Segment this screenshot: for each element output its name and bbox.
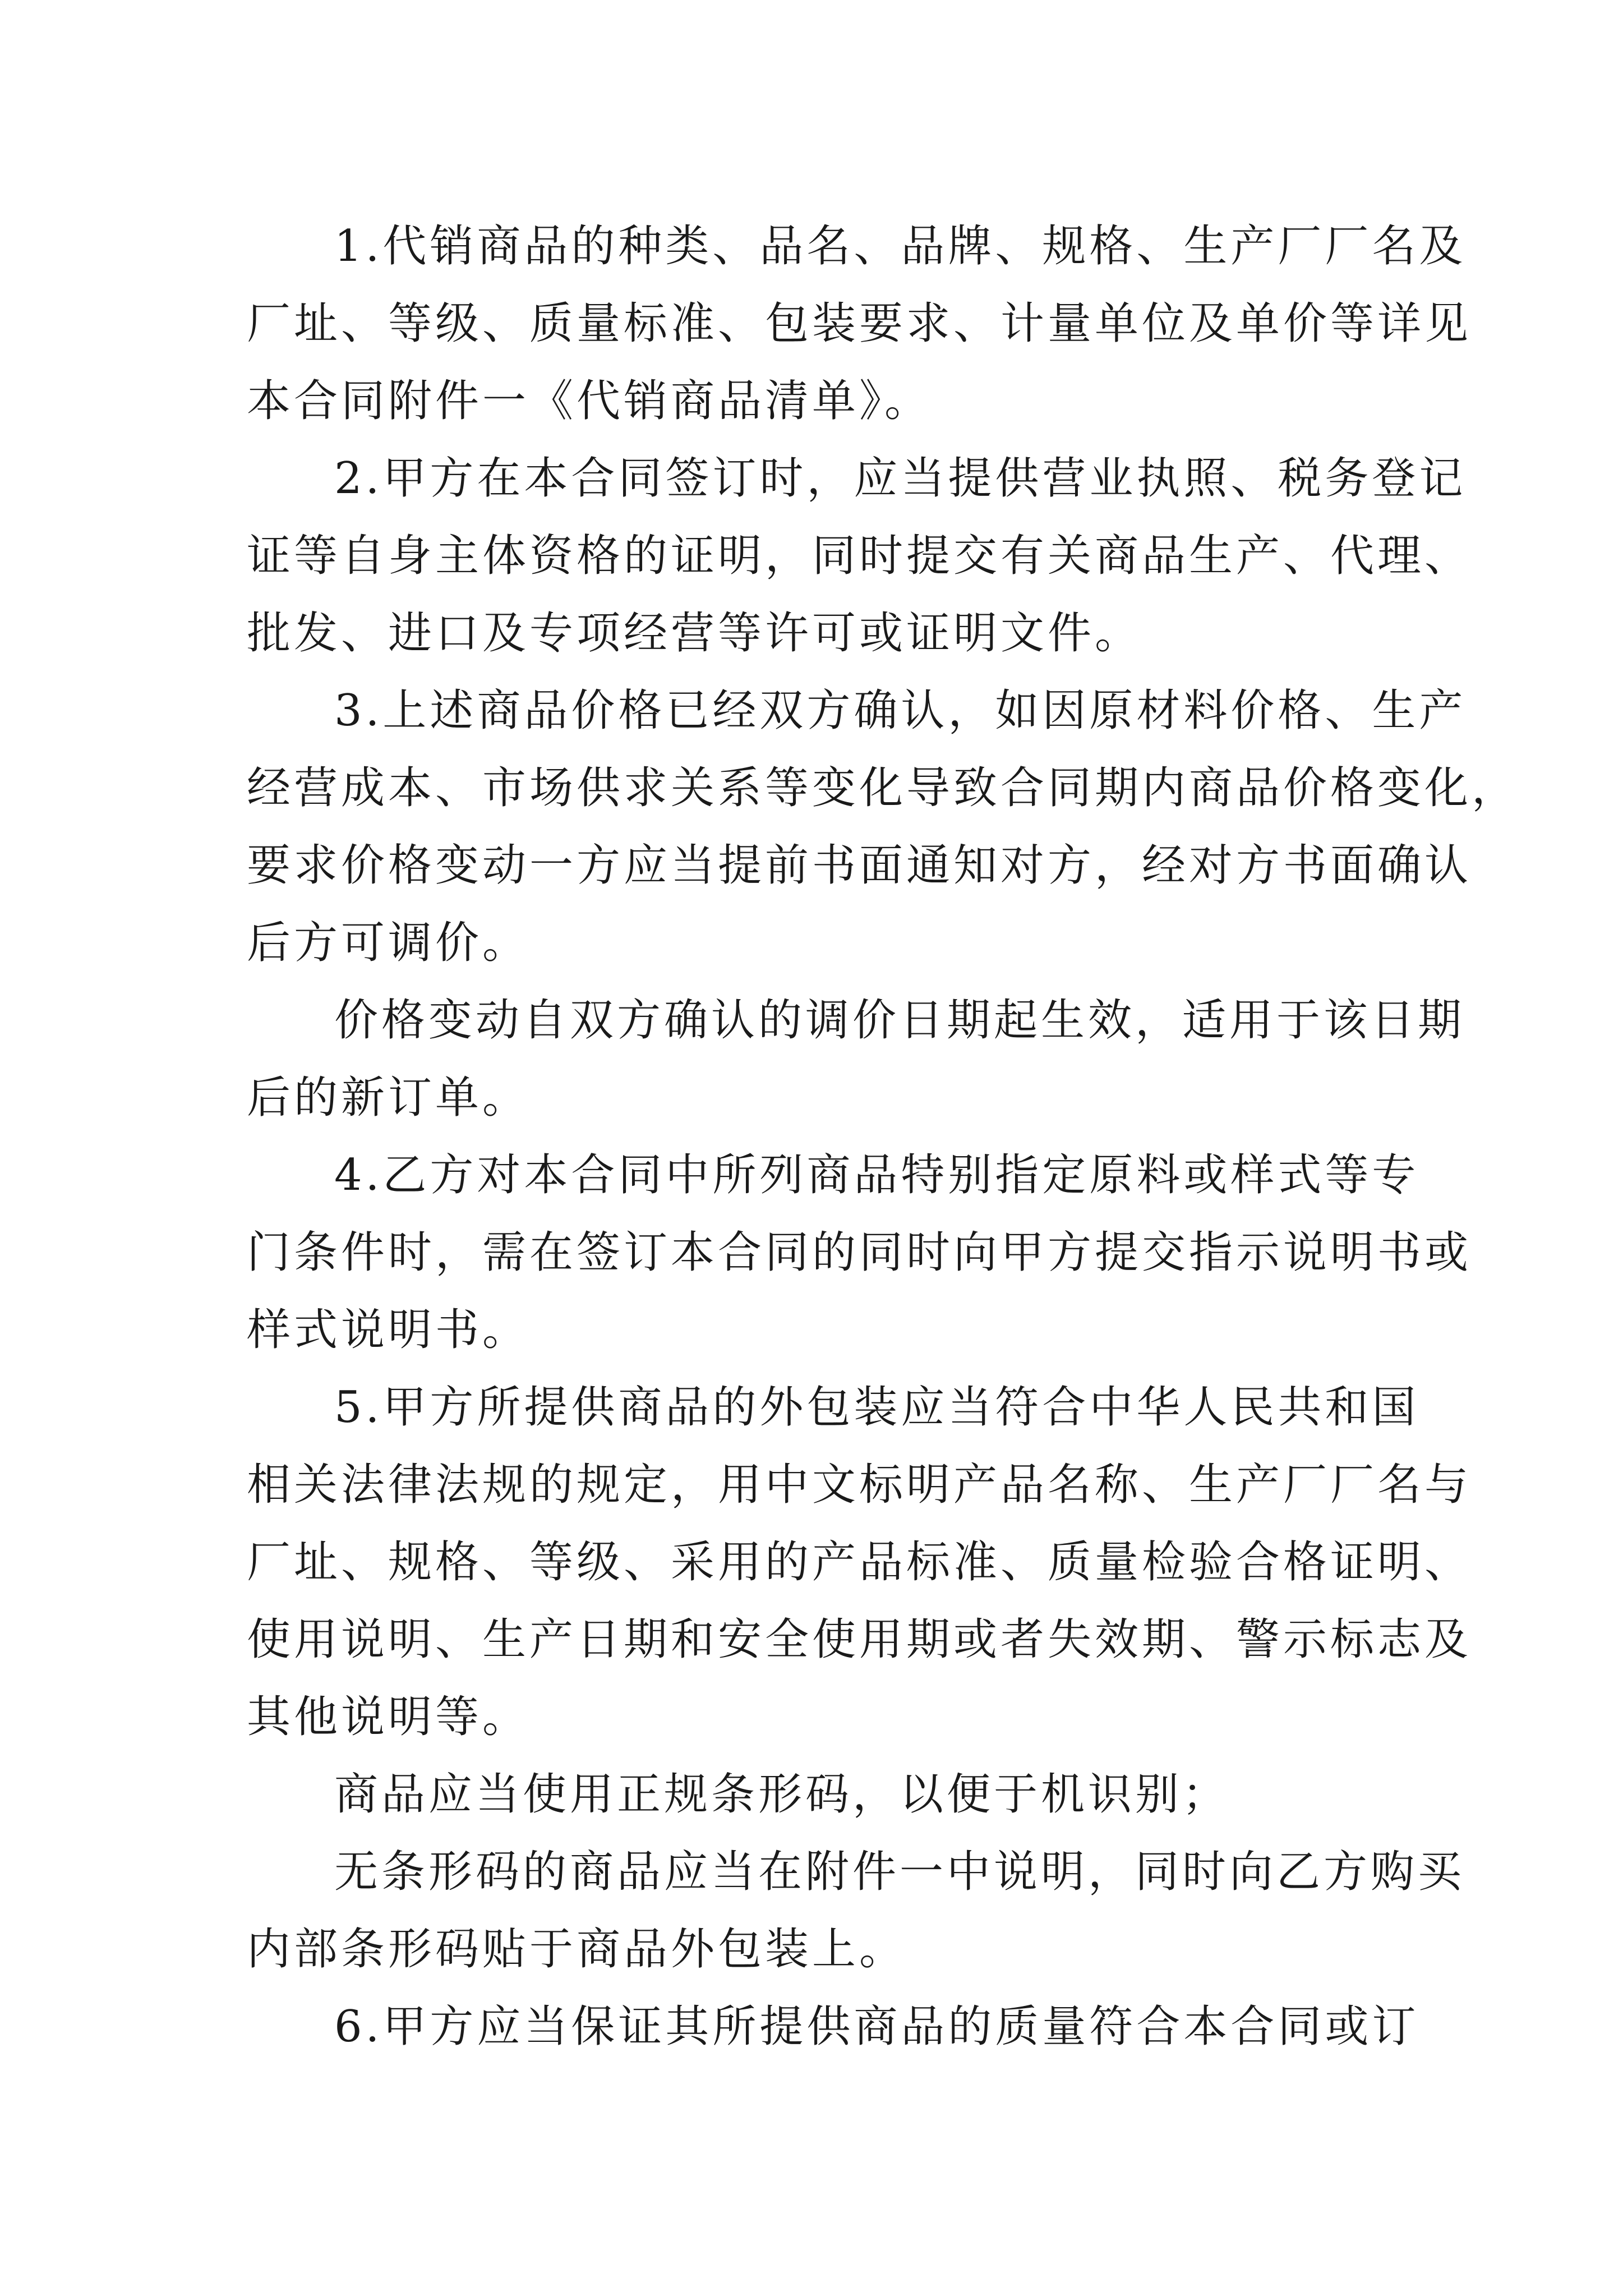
- text-line: 厂址、规格、等级、采用的产品标准、质量检验合格证明、: [247, 1537, 1472, 1588]
- text-line: 4.乙方对本合同中所列商品特别指定原料或样式等专: [334, 1150, 1419, 1200]
- text-line: 商品应当使用正规条形码，以便于机识别；: [334, 1769, 1230, 1820]
- text-line: 1.代销商品的种类、品名、品牌、规格、生产厂厂名及: [334, 221, 1467, 272]
- text-line: 2.甲方在本合同签订时，应当提供营业执照、税务登记: [334, 453, 1467, 504]
- text-line: 使用说明、生产日期和安全使用期或者失效期、警示标志及: [247, 1614, 1472, 1665]
- text-line: 本合同附件一《代销商品清单》。: [247, 376, 932, 426]
- text-line: 厂址、等级、质量标准、包装要求、计量单位及单价等详见: [247, 298, 1472, 349]
- text-line: 批发、进口及专项经营等许可或证明文件。: [247, 608, 1142, 659]
- text-line: 价格变动自双方确认的调价日期起生效，适用于该日期: [334, 995, 1465, 1046]
- text-line: 证等自身主体资格的证明，同时提交有关商品生产、代理、: [247, 531, 1472, 581]
- text-line: 其他说明等。: [247, 1692, 530, 1742]
- text-line: 无条形码的商品应当在附件一中说明，同时向乙方购买: [334, 1847, 1465, 1897]
- text-line: 门条件时，需在签订本合同的同时向甲方提交指示说明书或: [247, 1227, 1472, 1278]
- text-line: 6.甲方应当保证其所提供商品的质量符合本合同或订: [334, 2001, 1419, 2052]
- text-line: 内部条形码贴于商品外包装上。: [247, 1924, 907, 1975]
- text-line: 样式说明书。: [247, 1305, 530, 1355]
- text-line: 5.甲方所提供商品的外包装应当符合中华人民共和国: [334, 1382, 1419, 1433]
- text-line: 后方可调价。: [247, 918, 530, 968]
- text-line: 3.上述商品价格已经双方确认，如因原材料价格、生产: [334, 685, 1467, 736]
- text-line: 经营成本、市场供求关系等变化导致合同期内商品价格变化，: [247, 763, 1519, 813]
- text-line: 相关法律法规的规定，用中文标明产品名称、生产厂厂名与: [247, 1460, 1472, 1510]
- text-line: 后的新订单。: [247, 1073, 530, 1123]
- text-line: 要求价格变动一方应当提前书面通知对方，经对方书面确认: [247, 840, 1472, 891]
- document-body: [247, 208, 1519, 2065]
